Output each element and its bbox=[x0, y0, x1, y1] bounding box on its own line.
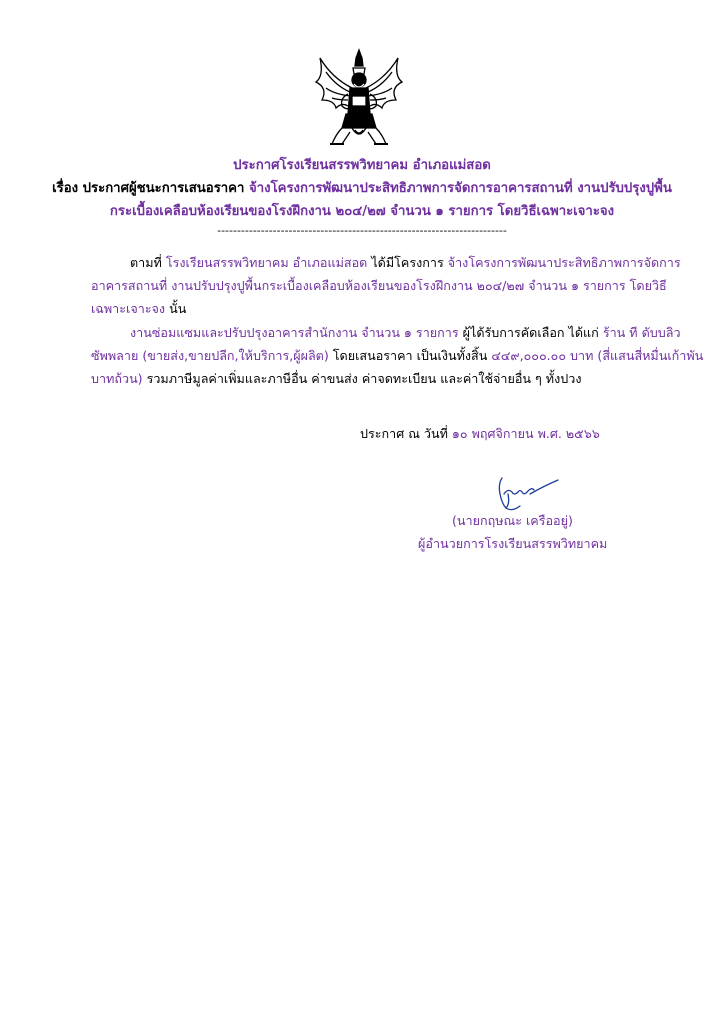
para2-line1 bbox=[130, 323, 681, 343]
announcement-date-line bbox=[360, 424, 600, 444]
para1-line1 bbox=[130, 253, 681, 273]
signatory-position: ผู้อำนวยการโรงเรียนสรรพวิทยาคม bbox=[418, 536, 608, 551]
document-title: ประกาศโรงเรียนสรรพวิทยาคม อำเภอแม่สอด bbox=[233, 158, 491, 173]
para1-line3 bbox=[91, 299, 186, 319]
winner-business-type: ซัพพลาย (ขายส่ง,ขายปลีก,ให้บริการ,ผู้ผลิต) bbox=[91, 348, 329, 363]
para1-text-c: ได้มีโครงการ bbox=[367, 255, 448, 270]
announcement-prefix: ประกาศ ณ วันที่ bbox=[360, 426, 452, 441]
para2-line3 bbox=[91, 369, 581, 389]
garuda-emblem-icon bbox=[312, 48, 406, 148]
subject-line bbox=[0, 177, 724, 198]
para1-line2: อาคารสถานที่ งานปรับปรุงปูพื้นกระเบื้องเคลือบห้องเรียนของโรงฝึกงาน ๒๐๔/๒๗ จำนวน ๑ รายการ โดยวิธี bbox=[91, 278, 667, 293]
subject-text: จ้างโครงการพัฒนาประสิทธิภาพการจัดการอาคารสถานที่ งานปรับปรุงปูพื้น bbox=[249, 181, 672, 196]
subject-line-continued: กระเบื้องเคลือบห้องเรียนของโรงฝึกงาน ๒๐๔/๒๗ จำนวน ๑ รายการ โดยวิธีเฉพาะเจาะจง bbox=[109, 204, 615, 219]
project-name: จ้างโครงการพัฒนาประสิทธิภาพการจัดการ bbox=[447, 255, 681, 270]
para2-text-mid: โดยเสนอราคา เป็นเงินทั้งสิ้น bbox=[328, 348, 492, 363]
announcement-date: ๑๐ พฤศจิกายน พ.ศ. ๒๕๖๖ bbox=[451, 426, 600, 441]
para2-rest: รวมภาษีมูลค่าเพิ่มและภาษีอื่น ค่าขนส่ง ค่าจดทะเบียน และค่าใช้จ่ายอื่น ๆ ทั้งปวง bbox=[142, 371, 582, 386]
subject-prefix: เรื่อง ประกาศผู้ชนะการเสนอราคา bbox=[52, 181, 249, 196]
school-name: โรงเรียนสรรพวิทยาคม อำเภอแม่สอด bbox=[165, 255, 368, 270]
winner-name: ร้าน ที ดับบลิว bbox=[602, 325, 681, 340]
work-item: งานซ่อมแซมและปรับปรุงอาคารสำนักงาน จำนวน ๑ รายการ bbox=[130, 325, 459, 340]
para1-text-a: ตามที่ bbox=[130, 255, 166, 270]
separator-line: ------------------------------------------------------------------------- bbox=[217, 224, 507, 237]
para2-line2 bbox=[91, 346, 703, 366]
signatory-name: (นายกฤษณะ เครืออยู่) bbox=[452, 513, 573, 528]
bid-amount: ๔๔๙,๐๐๐.๐๐ บาท (สี่แสนสี่หมื่นเก้าพัน bbox=[491, 348, 704, 363]
para2-text-b: ผู้ได้รับการคัดเลือก ได้แก่ bbox=[458, 325, 603, 340]
method-text: เฉพาะเจาะจง bbox=[91, 301, 166, 316]
bid-amount-words: บาทถ้วน) bbox=[91, 371, 143, 386]
para1-end: นั้น bbox=[165, 301, 187, 316]
